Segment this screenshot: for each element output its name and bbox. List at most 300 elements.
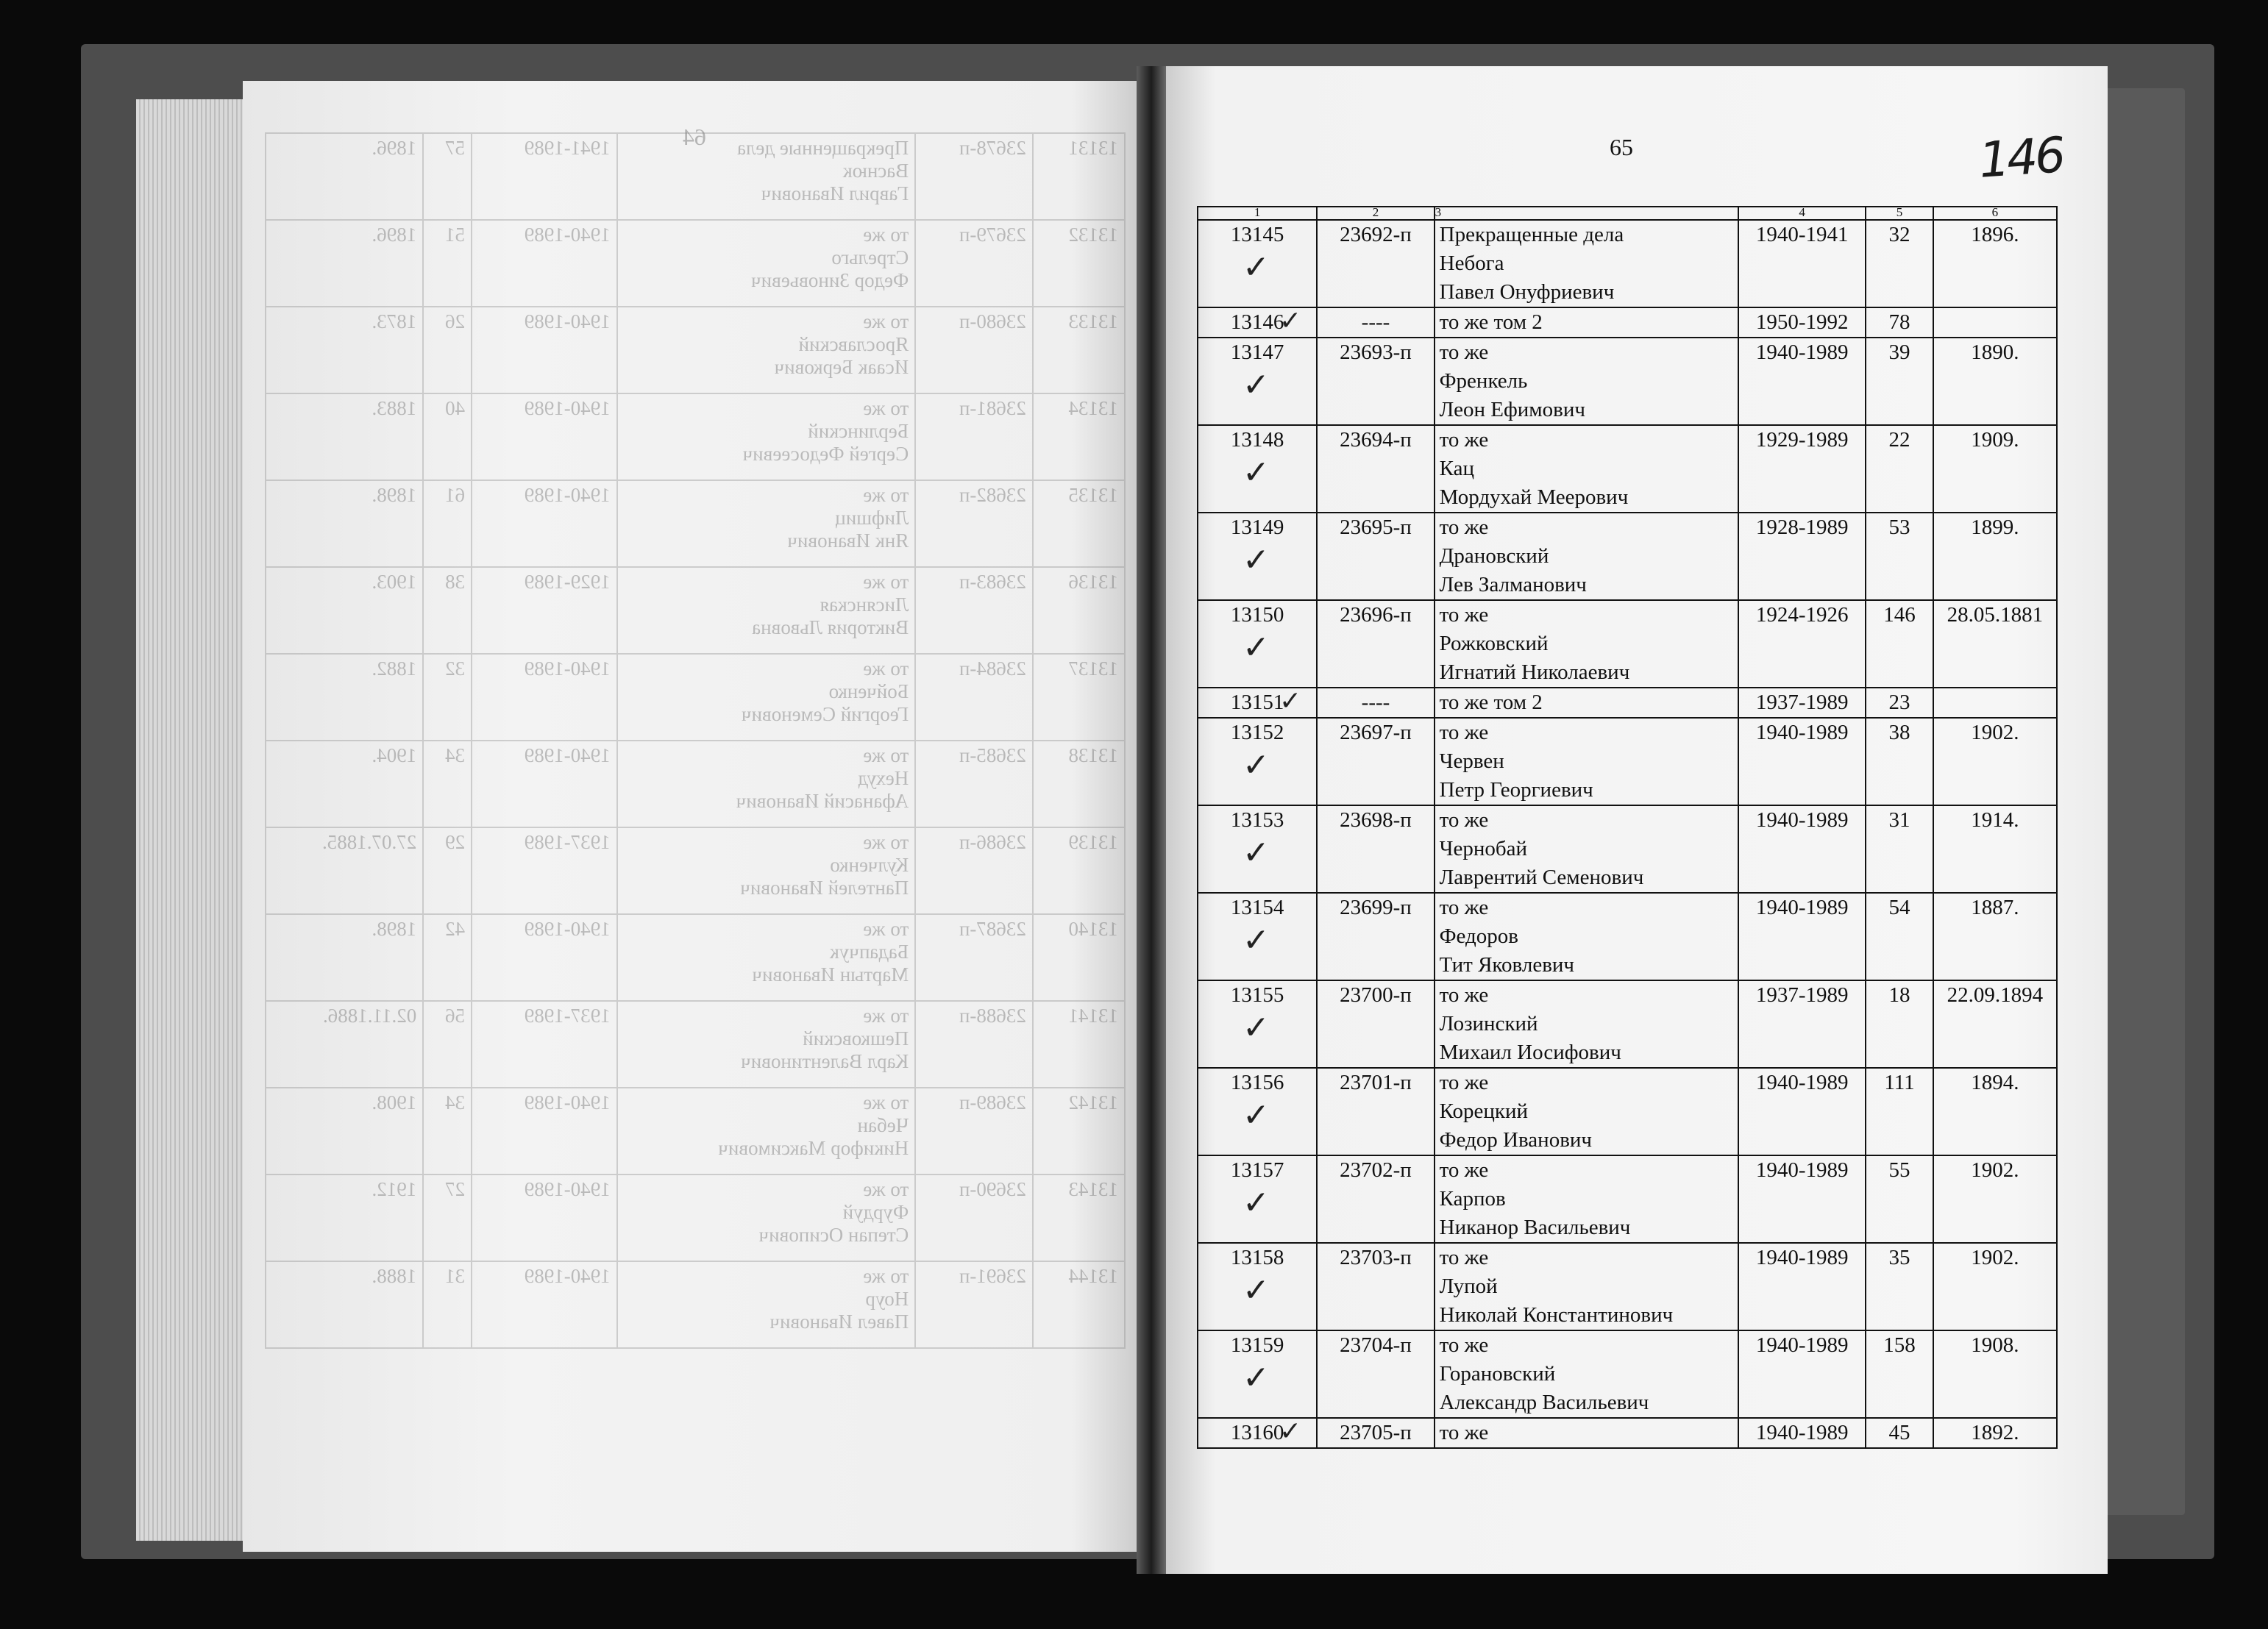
left-page-description-line: Мартын Иванович xyxy=(752,963,909,985)
file-number: 23698-п xyxy=(1317,805,1434,893)
sheet-count: 39 xyxy=(1866,338,1933,425)
birth-date: 1908. xyxy=(1933,1330,2057,1418)
left-page-cell: 23681-п xyxy=(915,393,1033,480)
checkmark-icon: ✓ xyxy=(1243,1184,1270,1222)
record-number: 13155 xyxy=(1230,983,1284,1007)
checkmark-icon: ✓ xyxy=(1279,686,1302,716)
left-page-cell: 1937-1989 xyxy=(472,1001,617,1088)
date-range: 1940-1989 xyxy=(1738,805,1866,893)
record-number-cell xyxy=(1198,688,1317,718)
left-page-description xyxy=(617,914,916,1001)
description-line: то же xyxy=(1439,721,1489,744)
birth-date: 1902. xyxy=(1933,1155,2057,1243)
birth-date xyxy=(1933,307,2057,338)
checkmark-icon: ✓ xyxy=(1243,746,1270,784)
birth-date: 1892. xyxy=(1933,1418,2057,1448)
sheet-count: 146 xyxy=(1866,600,1933,688)
left-page-cell: 13140 xyxy=(1033,914,1125,1001)
book-gutter xyxy=(1137,66,1166,1574)
left-page-row xyxy=(266,914,1125,1001)
left-page-description xyxy=(617,480,916,567)
table-row xyxy=(1198,425,2057,513)
date-range: 1950-1992 xyxy=(1738,307,1866,338)
left-page-description xyxy=(617,741,916,827)
checkmark-icon: ✓ xyxy=(1243,541,1270,579)
description-line: Лаврентий Семенович xyxy=(1439,866,1644,889)
left-page-cell: 56 xyxy=(423,1001,472,1088)
sheet-count: 31 xyxy=(1866,805,1933,893)
left-page-cell: 23680-п xyxy=(915,307,1033,393)
left-page-description-line: Бадапчук xyxy=(829,941,909,963)
left-page-row xyxy=(266,1001,1125,1088)
left-page-row xyxy=(266,741,1125,827)
record-number: 13159 xyxy=(1230,1333,1284,1357)
description-cell xyxy=(1435,513,1738,600)
left-page-cell: 1940-1989 xyxy=(472,1174,617,1261)
left-page-row xyxy=(266,393,1125,480)
description-line: Лозинский xyxy=(1439,1012,1538,1035)
left-page-description-line: Бойченко xyxy=(828,680,909,702)
table-row xyxy=(1198,688,2057,718)
record-number-cell xyxy=(1198,1155,1317,1243)
table-row xyxy=(1198,718,2057,805)
record-number-cell xyxy=(1198,600,1317,688)
file-number: 23699-п xyxy=(1317,893,1434,980)
table-row xyxy=(1198,1418,2057,1448)
description-line: Чернобай xyxy=(1439,837,1528,860)
description-line: Небога xyxy=(1439,252,1504,275)
description-line: Мордухай Меерович xyxy=(1439,485,1629,509)
left-page-cell: 1903. xyxy=(266,567,423,654)
record-number: 13149 xyxy=(1230,516,1284,539)
left-page-description-line: Лифшиц xyxy=(835,507,909,529)
left-page-cell: 23679-п xyxy=(915,220,1033,307)
birth-date: 1899. xyxy=(1933,513,2057,600)
date-range: 1940-1989 xyxy=(1738,893,1866,980)
file-number: 23692-п xyxy=(1317,220,1434,307)
left-page-cell: 32 xyxy=(423,654,472,741)
left-page-description-line: Гаврил Иванович xyxy=(761,182,909,204)
left-page-cell: 1898. xyxy=(266,480,423,567)
left-page-cell: 34 xyxy=(423,1088,472,1174)
description-cell xyxy=(1435,718,1738,805)
record-number-cell xyxy=(1198,1068,1317,1155)
description-cell xyxy=(1435,1068,1738,1155)
description-line: Павел Онуфриевич xyxy=(1439,280,1615,304)
description-cell xyxy=(1435,307,1738,338)
description-cell xyxy=(1435,1243,1738,1330)
description-line: Лупой xyxy=(1439,1275,1498,1298)
record-number-cell xyxy=(1198,338,1317,425)
description-line: то же xyxy=(1439,341,1489,364)
left-page-description xyxy=(617,827,916,914)
left-page-cell: 13141 xyxy=(1033,1001,1125,1088)
left-page-cell: 1929-1989 xyxy=(472,567,617,654)
left-page-cell: 1896. xyxy=(266,133,423,220)
table-row xyxy=(1198,1243,2057,1330)
left-page-row xyxy=(266,827,1125,914)
left-page-description-line: Павел Иванович xyxy=(769,1311,909,1333)
date-range: 1928-1989 xyxy=(1738,513,1866,600)
record-number-cell xyxy=(1198,1418,1317,1448)
description-cell xyxy=(1435,1330,1738,1418)
left-page-description xyxy=(617,1001,916,1088)
description-cell xyxy=(1435,1155,1738,1243)
left-page-cell: 57 xyxy=(423,133,472,220)
left-page-cell: 13133 xyxy=(1033,307,1125,393)
column-number: 1 xyxy=(1198,207,1317,220)
date-range: 1940-1989 xyxy=(1738,1418,1866,1448)
column-number: 5 xyxy=(1866,207,1933,220)
left-page-description-line: то же xyxy=(863,1265,909,1287)
description-line: то же xyxy=(1439,983,1489,1007)
left-page-cell: 13138 xyxy=(1033,741,1125,827)
birth-date: 1894. xyxy=(1933,1068,2057,1155)
left-page-row xyxy=(266,220,1125,307)
left-page-cell: 23678-п xyxy=(915,133,1033,220)
date-range: 1937-1989 xyxy=(1738,980,1866,1068)
left-page-row xyxy=(266,567,1125,654)
record-number: 13152 xyxy=(1230,721,1284,744)
record-number-cell xyxy=(1198,1243,1317,1330)
file-number: ---- xyxy=(1317,688,1434,718)
left-page-cell: 1898. xyxy=(266,914,423,1001)
register-table xyxy=(1197,206,2058,1449)
record-number-cell xyxy=(1198,893,1317,980)
table-row xyxy=(1198,600,2057,688)
description-line: то же том 2 xyxy=(1439,691,1543,714)
description-line: то же xyxy=(1439,1333,1489,1357)
left-page-description-line: Пешковский xyxy=(803,1027,909,1049)
checkmark-icon: ✓ xyxy=(1243,1359,1270,1397)
left-page-description-line: Берлинский xyxy=(808,420,909,442)
record-number: 13151 xyxy=(1230,691,1284,714)
left-page-cell: 02.11.1886. xyxy=(266,1001,423,1088)
left-page-cell: 23691-п xyxy=(915,1261,1033,1348)
left-page-row xyxy=(266,1088,1125,1174)
left-page-cell: 13143 xyxy=(1033,1174,1125,1261)
left-page-description xyxy=(617,1174,916,1261)
description-line: Игнатий Николаевич xyxy=(1439,660,1630,684)
description-line: Прекращенные дела xyxy=(1439,223,1624,246)
description-line: Александр Васильевич xyxy=(1439,1391,1649,1414)
left-page-cell: 13132 xyxy=(1033,220,1125,307)
left-page-description-line: то же xyxy=(863,657,909,680)
left-page-cell: 1940-1989 xyxy=(472,393,617,480)
left-page-cell: 1940-1989 xyxy=(472,654,617,741)
file-number: 23694-п xyxy=(1317,425,1434,513)
left-page-cell: 1896. xyxy=(266,220,423,307)
left-page-cell: 26 xyxy=(423,307,472,393)
record-number: 13158 xyxy=(1230,1246,1284,1269)
sheet-count: 35 xyxy=(1866,1243,1933,1330)
left-page-description xyxy=(617,307,916,393)
left-page-description-line: Степан Осипович xyxy=(758,1224,909,1246)
description-cell xyxy=(1435,805,1738,893)
record-number-cell xyxy=(1198,718,1317,805)
table-row xyxy=(1198,307,2057,338)
checkmark-icon: ✓ xyxy=(1243,922,1270,959)
left-page-cell: 1940-1989 xyxy=(472,914,617,1001)
date-range: 1929-1989 xyxy=(1738,425,1866,513)
checkmark-icon: ✓ xyxy=(1243,249,1270,286)
record-number-cell xyxy=(1198,513,1317,600)
date-range: 1940-1989 xyxy=(1738,1330,1866,1418)
date-range: 1940-1941 xyxy=(1738,220,1866,307)
checkmark-icon: ✓ xyxy=(1243,366,1270,404)
record-number: 13150 xyxy=(1230,603,1284,627)
left-page-description-line: то же xyxy=(863,918,909,940)
left-page-description-line: Никифор Максимович xyxy=(718,1137,909,1159)
file-number: 23701-п xyxy=(1317,1068,1434,1155)
column-number: 2 xyxy=(1317,207,1434,220)
left-page-description-line: то же xyxy=(863,484,909,506)
record-number: 13156 xyxy=(1230,1071,1284,1094)
left-page-cell: 34 xyxy=(423,741,472,827)
left-page-cell: 13144 xyxy=(1033,1261,1125,1348)
file-number: 23695-п xyxy=(1317,513,1434,600)
left-page-description xyxy=(617,567,916,654)
left-page-description xyxy=(617,1261,916,1348)
table-row xyxy=(1198,1068,2057,1155)
left-page-description-line: Янк Иванович xyxy=(787,530,909,552)
date-range: 1924-1926 xyxy=(1738,600,1866,688)
record-number-cell xyxy=(1198,1330,1317,1418)
table-row xyxy=(1198,1155,2057,1243)
description-cell xyxy=(1435,220,1738,307)
birth-date: 1902. xyxy=(1933,1243,2057,1330)
record-number: 13153 xyxy=(1230,808,1284,832)
left-page-cell: 23685-п xyxy=(915,741,1033,827)
left-page-cell: 61 xyxy=(423,480,472,567)
birth-date: 1896. xyxy=(1933,220,2057,307)
left-page-description-line: Сергей Федосеевич xyxy=(742,443,909,465)
description-line: то же xyxy=(1439,896,1489,919)
left-page-row xyxy=(266,1174,1125,1261)
left-page-cell: 23688-п xyxy=(915,1001,1033,1088)
left-page-description-line: Лисянская xyxy=(820,594,909,616)
left-page-cell: 23682-п xyxy=(915,480,1033,567)
description-line: то же xyxy=(1439,1071,1489,1094)
left-page-description-line: то же xyxy=(863,224,909,246)
left-page-cell: 1940-1989 xyxy=(472,741,617,827)
left-page-description-line: Кулченко xyxy=(830,854,909,876)
left-page-description-line: то же xyxy=(863,744,909,766)
left-page-description-line: то же xyxy=(863,571,909,593)
record-number: 13148 xyxy=(1230,428,1284,452)
left-page-cell: 31 xyxy=(423,1261,472,1348)
file-number: 23693-п xyxy=(1317,338,1434,425)
left-page-description-line: Фурдуй xyxy=(842,1201,909,1223)
description-line: то же xyxy=(1439,603,1489,627)
description-cell xyxy=(1435,688,1738,718)
checkmark-icon: ✓ xyxy=(1243,834,1270,871)
left-page-description-line: то же xyxy=(863,1178,909,1200)
file-number: ---- xyxy=(1317,307,1434,338)
date-range: 1940-1989 xyxy=(1738,1155,1866,1243)
left-page-description xyxy=(617,654,916,741)
file-number: 23703-п xyxy=(1317,1243,1434,1330)
left-page-description-line: Чебан xyxy=(857,1114,909,1136)
description-line: Лев Залманович xyxy=(1439,573,1587,596)
file-number: 23700-п xyxy=(1317,980,1434,1068)
record-number-cell xyxy=(1198,220,1317,307)
date-range: 1937-1989 xyxy=(1738,688,1866,718)
left-page-cell: 23684-п xyxy=(915,654,1033,741)
birth-date: 1909. xyxy=(1933,425,2057,513)
date-range: 1940-1989 xyxy=(1738,718,1866,805)
column-number: 4 xyxy=(1738,207,1866,220)
description-cell xyxy=(1435,1418,1738,1448)
left-page-cell: 23689-п xyxy=(915,1088,1033,1174)
description-line: то же xyxy=(1439,1158,1489,1182)
sheet-count: 111 xyxy=(1866,1068,1933,1155)
sheet-count: 38 xyxy=(1866,718,1933,805)
left-page-description-line: Георгий Семенович xyxy=(741,703,909,725)
birth-date: 28.05.1881 xyxy=(1933,600,2057,688)
description-line: Леон Ефимович xyxy=(1439,398,1585,421)
left-page-cell: 1912. xyxy=(266,1174,423,1261)
left-page-row xyxy=(266,1261,1125,1348)
description-line: Кац xyxy=(1439,457,1474,480)
left-page-cell: 1940-1989 xyxy=(472,1261,617,1348)
left-page-cell: 1940-1989 xyxy=(472,480,617,567)
sheet-count: 158 xyxy=(1866,1330,1933,1418)
left-page-description-line: то же xyxy=(863,397,909,419)
description-line: Корецкий xyxy=(1439,1099,1529,1123)
birth-date: 22.09.1894 xyxy=(1933,980,2057,1068)
left-page-cell: 40 xyxy=(423,393,472,480)
description-line: Карпов xyxy=(1439,1187,1506,1211)
table-row xyxy=(1198,893,2057,980)
left-page-number: 64 xyxy=(683,124,706,150)
description-line: то же xyxy=(1439,428,1489,452)
left-page-cell: 13135 xyxy=(1033,480,1125,567)
left-page-cell: 1940-1989 xyxy=(472,220,617,307)
sheet-count: 45 xyxy=(1866,1418,1933,1448)
left-page-cell: 42 xyxy=(423,914,472,1001)
description-line: Драновский xyxy=(1439,544,1549,568)
record-number: 13160 xyxy=(1230,1421,1284,1444)
column-number: 6 xyxy=(1933,207,2057,220)
left-page-description-line: Виктория Львовна xyxy=(752,616,909,638)
checkmark-icon: ✓ xyxy=(1243,629,1270,666)
record-number: 13145 xyxy=(1230,223,1284,246)
record-number-cell xyxy=(1198,307,1317,338)
description-cell xyxy=(1435,980,1738,1068)
left-page-row xyxy=(266,307,1125,393)
birth-date xyxy=(1933,688,2057,718)
sheet-count: 54 xyxy=(1866,893,1933,980)
table-row xyxy=(1198,338,2057,425)
page-number: 65 xyxy=(1610,134,1633,160)
date-range: 1940-1989 xyxy=(1738,1068,1866,1155)
left-page-cell: 27 xyxy=(423,1174,472,1261)
left-page-cell: 23687-п xyxy=(915,914,1033,1001)
checkmark-icon: ✓ xyxy=(1279,306,1302,336)
left-page-cell: 1873. xyxy=(266,307,423,393)
left-page-description-line: Стрельго xyxy=(831,246,909,268)
description-line: то же xyxy=(1439,516,1489,539)
description-line: то же xyxy=(1439,1421,1489,1444)
file-number: 23704-п xyxy=(1317,1330,1434,1418)
left-page-cell: 27.07.1885. xyxy=(266,827,423,914)
handwritten-archive-number: 146 xyxy=(1977,126,2065,189)
left-page-cell: 38 xyxy=(423,567,472,654)
left-page-description-line: Афанасий Иванович xyxy=(736,790,909,812)
description-cell xyxy=(1435,338,1738,425)
left-page-description-line: то же xyxy=(863,831,909,853)
left-page-cell: 1904. xyxy=(266,741,423,827)
left-page-register xyxy=(265,132,1126,1449)
left-page-cell: 13142 xyxy=(1033,1088,1125,1174)
record-number: 13147 xyxy=(1230,341,1284,364)
left-page-description-line: Ноур xyxy=(865,1288,909,1310)
description-line: Френкель xyxy=(1439,369,1528,393)
left-page-cell: 13137 xyxy=(1033,654,1125,741)
left-page-cell: 1940-1989 xyxy=(472,307,617,393)
record-number-cell xyxy=(1198,980,1317,1068)
description-line: Петр Георгиевич xyxy=(1439,778,1593,802)
table-row xyxy=(1198,805,2057,893)
column-number-row xyxy=(1198,207,2057,220)
table-row xyxy=(1198,1330,2057,1418)
birth-date: 1890. xyxy=(1933,338,2057,425)
table-row xyxy=(1198,980,2057,1068)
book-cover-edge xyxy=(2104,88,2185,1515)
left-page-description-line: Ярославский xyxy=(798,333,909,355)
left-page-description xyxy=(617,1088,916,1174)
left-page-cell: 23683-п xyxy=(915,567,1033,654)
left-page-cell: 13131 xyxy=(1033,133,1125,220)
description-line: Червен xyxy=(1439,749,1504,773)
left-page-description-line: Васнюк xyxy=(842,160,909,182)
left-page-description xyxy=(617,393,916,480)
column-number: 3 xyxy=(1435,207,1738,220)
record-number: 13154 xyxy=(1230,896,1284,919)
left-page-cell: 23690-п xyxy=(915,1174,1033,1261)
sheet-count: 32 xyxy=(1866,220,1933,307)
table-row xyxy=(1198,220,2057,307)
left-page-description-line: Карл Валентинович xyxy=(741,1050,909,1072)
description-line: то же том 2 xyxy=(1439,310,1543,334)
left-page-row xyxy=(266,480,1125,567)
left-page-description-line: то же xyxy=(863,310,909,332)
left-page-cell: 13134 xyxy=(1033,393,1125,480)
left-page-cell: 23686-п xyxy=(915,827,1033,914)
left-page-cell: 13139 xyxy=(1033,827,1125,914)
left-page-cell: 1882. xyxy=(266,654,423,741)
left-page-description-line: то же xyxy=(863,1005,909,1027)
left-page-cell: 1888. xyxy=(266,1261,423,1348)
left-page-cell: 1941-1989 xyxy=(472,133,617,220)
left-page-row xyxy=(266,654,1125,741)
checkmark-icon: ✓ xyxy=(1243,1097,1270,1134)
description-line: Никанор Васильевич xyxy=(1439,1216,1631,1239)
left-page-description-line: Нехуд xyxy=(858,767,909,789)
left-page-cell: 13136 xyxy=(1033,567,1125,654)
left-page-stack xyxy=(136,99,254,1541)
description-line: Михаил Иосифович xyxy=(1439,1041,1621,1064)
left-page-description xyxy=(617,133,916,220)
sheet-count: 78 xyxy=(1866,307,1933,338)
left-page-cell: 51 xyxy=(423,220,472,307)
file-number: 23702-п xyxy=(1317,1155,1434,1243)
left-page-description-line: Федор Зиновьевич xyxy=(751,269,909,291)
file-number: 23705-п xyxy=(1317,1418,1434,1448)
left-page-row xyxy=(266,133,1125,220)
left-page-cell: 29 xyxy=(423,827,472,914)
